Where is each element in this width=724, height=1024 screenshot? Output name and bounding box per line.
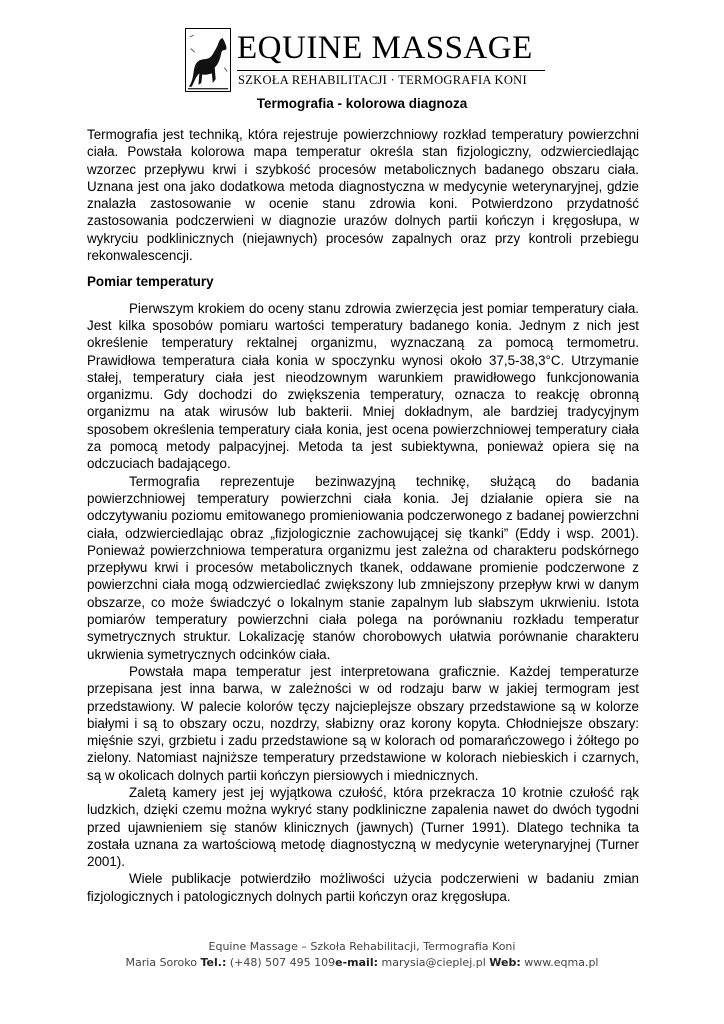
- body-paragraph: Wiele publikacje potwierdziło możliwości użycia podczerwieni w badaniu zmian fizjologicznych i patologicznych dolnych partii kończyn oraz kręgosłupa.: [87, 871, 639, 904]
- body-paragraph: Pierwszym krokiem do oceny stanu zdrowia zwierzęcia jest pomiar temperatury ciała. Jest kilka sposobów pomiaru wartości temperatury badanego konia. Jednym z nich jest określenie temperatury rektalnej organizmu, wyznaczaną za pomocą termometru. Prawidłowa temperatura ciała konia w spoczynku wynosi około 37,5-38,3°C. Utrzymanie stałej, temperatury ciała jest nieodzownym warunkiem prawidłowego funkcjonowania organizmu. Gdy dochodzi do zwiększenia temperatury, oznacza to reakcję obronną organizmu na atak wirusów lub bakterii. Mniej dokładnym, ale bardziej tradycyjnym sposobem określenia temperatury ciała konia, jest ocena powierzchniowej temperatury ciała za pomocą metody palpacyjnej. Metoda ta jest subiektywna, ponieważ opiera się na odczuciach badającego.: [87, 300, 639, 472]
- footer-tel-label: Tel.:: [200, 956, 227, 969]
- page-footer: [0, 939, 724, 971]
- body-paragraph: Zaletą kamery jest jej wyjątkowa czułość, która przekracza 10 krotnie czułość rąk ludzkich, dzięki czemu można wykryć stany podkliniczne zapalenia nawet do dwóch tygodni przed ujawnieniem się stanów klinicznych (jawnych) (Turner 1991). Dlatego technika ta została uznana za wartościową metodę diagnostyczną w medycynie weterynaryjnej (Turner 2001).: [87, 784, 639, 870]
- footer-web-label: Web:: [489, 956, 521, 969]
- brand-divider: [237, 70, 545, 71]
- brand-subtitle: SZKOŁA REHABILITACJI · TERMOGRAFIA KONI: [238, 73, 527, 87]
- body-paragraph: Powstała mapa temperatur jest interpretowana graficznie. Każdej temperaturze przepisana jest inna barwa, w zależności w od rodzaju barw w jakiej termogram jest przedstawiony. W palecie kolorów tęczy najcieplejsze obszary przedstawione są w kolorze białymi i są to obszary oczu, nozdrzy, słabizny oraz korony kopyta. Chłodniejsze obszary: mięśnie szyi, grzbietu i zadu przedstawione są w kolorach od pomarańczowego i żółtego po zielony. Natomiast najniższe temperatury przedstawione w kolorach niebieskich i czarnych, są w okolicach dolnych partii kończyn piersiowych i miednicznych.: [87, 663, 639, 783]
- footer-tel: (+48) 507 495 109: [226, 956, 336, 969]
- footer-email-label: e-mail:: [335, 956, 378, 969]
- section-heading: Pomiar temperatury: [87, 274, 214, 290]
- document-body: [87, 126, 639, 905]
- footer-email: marysia@cieplej.pl: [378, 956, 490, 969]
- horse-logo-icon: [185, 28, 231, 92]
- footer-web: www.eqma.pl: [520, 956, 599, 969]
- intro-paragraph: Termografia jest techniką, która rejestruje powierzchniowy rozkład temperatury powierzchni ciała. Powstała kolorowa mapa temperatur określa stan fizjologiczny, odzwierciedlając wzorzec przepływu krwi i szybkość procesów metabolicznych badanego obszaru ciała. Uznana jest ona jako dodatkowa metoda diagnostyczna w medycynie weterynaryjnej, gdzie znalazła zastosowanie w ocenie stanu zdrowia koni. Potwierdzono przydatność zastosowania podczerwieni w diagnozie urazów dolnych partii kończyn i kręgosłupa, w wykryciu podklinicznych (niejawnych) procesów zapalnych oraz przy kontroli przebiegu rekonwalescencji.: [87, 127, 639, 264]
- body-paragraph: Termografia reprezentuje bezinwazyjną technikę, służącą do badania powierzchniowej temperatury powierzchni ciała konia. Jej działanie opiera sie na odczytywaniu poziomu emitowanego promieniowania podczerwonego z badanej powierzchni ciała, odzwierciedlając obraz „fizjologicznie zachowującej się tkanki” (Eddy i wsp. 2001). Ponieważ powierzchniowa temperatura organizmu jest zależna od charakteru podskórnego przepływu krwi i procesów metabolicznych tkanek, oddawane promienie podczerwone z powierzchni ciała mogą odzwierciedlać zwiększony lub zmniejszony przepływ krwi w danym obszarze, co może świadczyć o lokalnym stanie zapalnym lub słabszym ukrwieniu. Istota pomiarów temperatury powierzchni ciała polega na porównaniu rozkładu temperatur symetrycznych struktur. Lokalizację stanów chorobowych ułatwia porównanie charakteru ukrwienia symetrycznych odcinków ciała.: [87, 473, 639, 662]
- footer-line-1: Equine Massage – Szkoła Rehabilitacji, Termografia Koni: [208, 940, 516, 953]
- document-title: Termografia - kolorowa diagnoza: [256, 96, 468, 111]
- footer-line-2: [0, 955, 724, 971]
- brand-title: EQUINE MASSAGE: [237, 30, 533, 66]
- page-header: [185, 28, 545, 94]
- footer-name: Maria Soroko: [125, 956, 201, 969]
